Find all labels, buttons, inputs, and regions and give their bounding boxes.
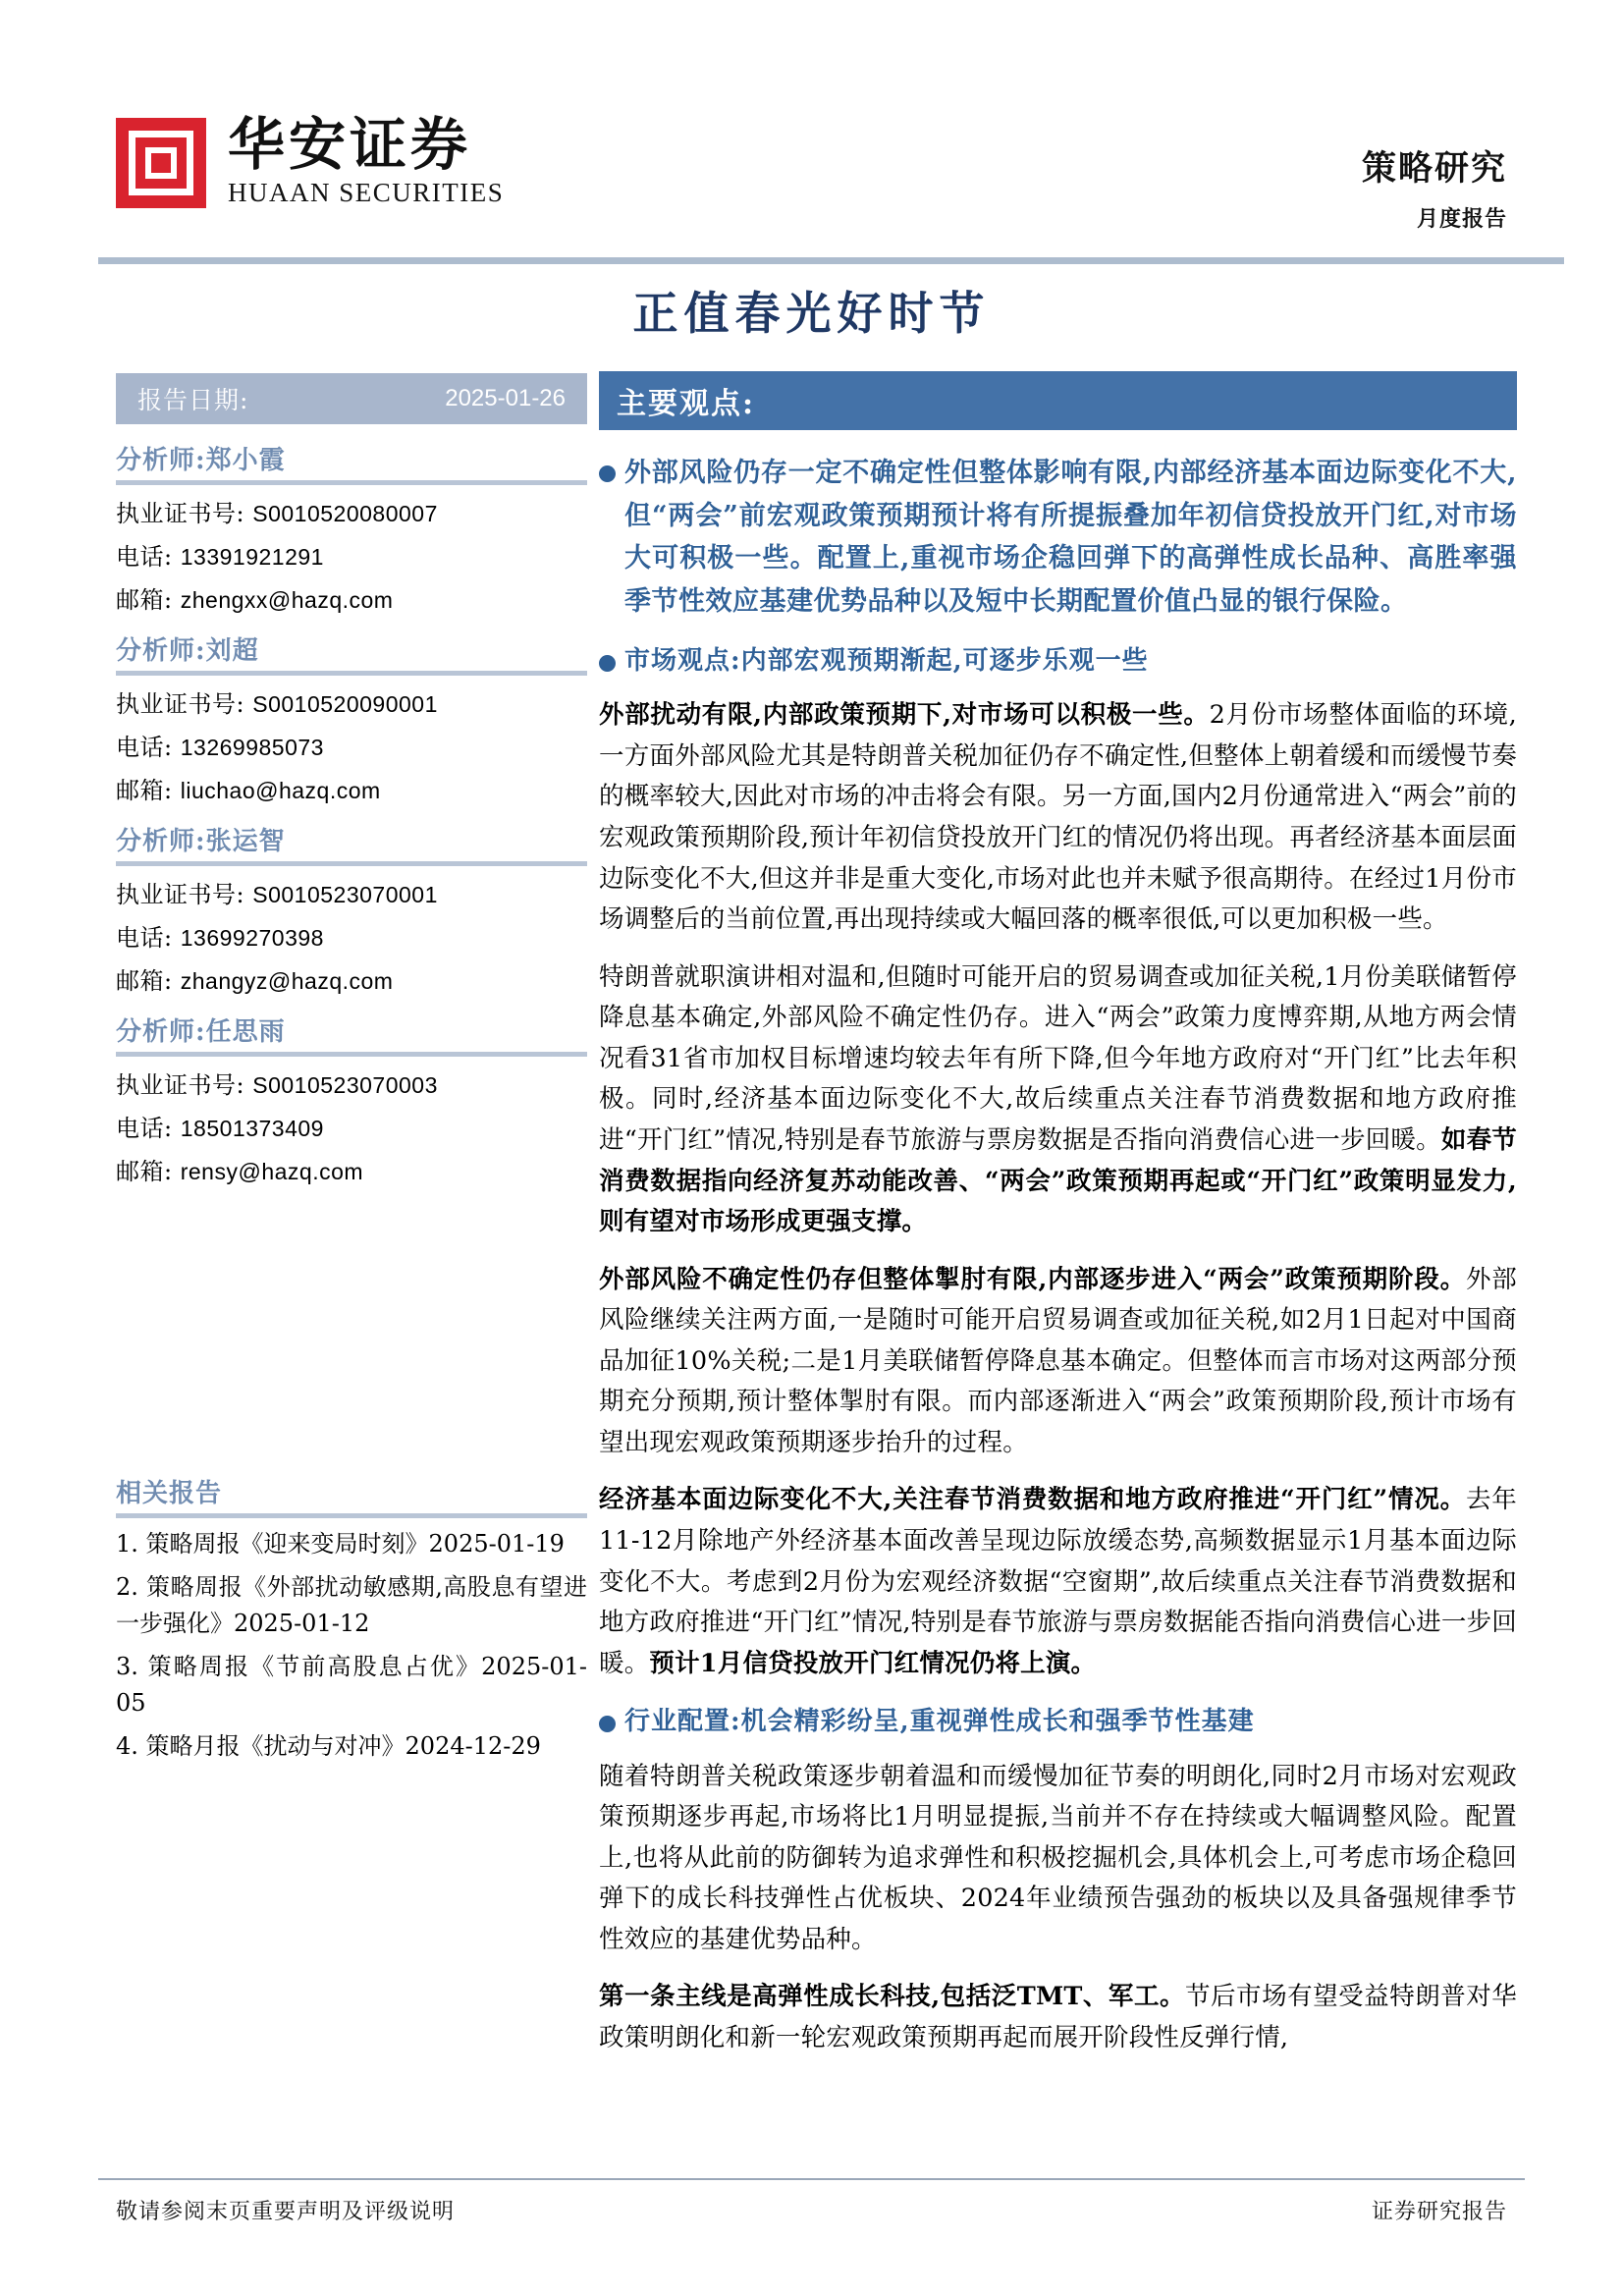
phone-value: 13269985073 (180, 735, 324, 760)
footer-disclaimer: 敬请参阅末页重要声明及评级说明 (116, 2200, 456, 2224)
paragraph (599, 1757, 1517, 1961)
paragraph-body: 特朗普就职演讲相对温和,但随时可能开启的贸易调查或加征关税,1月份美联储暂停降息基本确定,外部风险不确定性仍存。进入“两会”政策力度博弈期,从地方两会情况看31省市加权目标增速均较去年有所下降,但今年地方政府对“开门红”比去年积极。同时,经济基本面边际变化不大,故后续重点关注春节消费数据和地方政府推进“开门红”情况,特别是春节旅游与票房数据是否指向消费信心进一步回暖。 (599, 961, 1517, 1155)
analyst-name: 分析师:郑小霞 (116, 440, 587, 485)
section-heading-text: 行业配置:机会精彩纷呈,重视弹性成长和强季节性基建 (624, 1707, 1255, 1737)
phone-value: 18501373409 (180, 1116, 324, 1141)
cert-value: S0010520080007 (252, 501, 438, 526)
paragraph-body: 外部风险继续关注两方面,一是随时可能开启贸易调查或加征关税,如2月1日起对中国商品加征10%关税;二是1月美联储暂停降息基本确定。但整体而言市场对这两部分预期充分预期,预计整体掣肘有限。而内部逐渐进入“两会”政策预期阶段,预计市场有望出现宏观政策预期逐步抬升的过程。 (599, 1264, 1517, 1457)
paragraph-body: 去年11-12月除地产外经济基本面改善呈现边际放缓态势,高频数据显示1月基本面边际变化不大。考虑到2月份为宏观经济数据“空窗期”,故后续重点关注春节消费数据和地方政府推进“开门红”情况,特别是春节旅游与票房数据能否指向消费信心进一步回暖。 (599, 1485, 1517, 1678)
paragraph-lead-bold: 经济基本面边际变化不大,关注春节消费数据和地方政府推进“开门红”情况。 (599, 1485, 1466, 1515)
analyst-block (116, 440, 587, 615)
report-type-label: 月度报告 (1416, 205, 1507, 232)
analyst-block (116, 1011, 587, 1186)
email-label: 邮箱: (116, 967, 173, 995)
phone-label: 电话: (116, 543, 173, 571)
bullet-dot-icon (599, 1716, 616, 1732)
logo-chinese-name: 华安证券 (228, 111, 472, 178)
analyst-email (116, 580, 587, 615)
analyst-name: 分析师:任思雨 (116, 1011, 587, 1057)
page-footer (116, 2195, 1507, 2225)
paragraph-lead-bold: 外部扰动有限,内部政策预期下,对市场可以积极一些。 (599, 700, 1210, 731)
email-label: 邮箱: (116, 586, 173, 614)
paragraph-body: 2月份市场整体面临的环境,一方面外部风险尤其是特朗普关税加征仍存不确定性,但整体上朝着缓和而缓慢节奏的概率较大,因此对市场的冲击将会有限。另一方面,国内2月份通常进入“两会”前的宏观政策预期阶段,预计年初信贷投放开门红的情况仍将出现。再者经济基本面层面边际变化不大,但这并非是重大变化,市场对此也并未赋予很高期待。在经过1月份市场调整后的当前位置,再出现持续或大幅回落的概率很低,可以更加积极一些。 (599, 700, 1517, 935)
analyst-certificate (116, 494, 587, 528)
paragraph-tail-bold: 如春节消费数据指向经济复苏动能改善、“两会”政策预期再起或“开门红”政策明显发力,则有望对市场形成更强支撑。 (599, 1124, 1517, 1237)
analyst-certificate (116, 875, 587, 909)
related-reports (116, 1473, 587, 1765)
masthead (0, 0, 1623, 244)
company-logo (116, 111, 505, 208)
related-report-item[interactable]: 2. 策略周报《外部扰动敏感期,高股息有望进一步强化》2025-01-12 (116, 1573, 587, 1637)
related-report-item[interactable]: 4. 策略月报《扰动与对冲》2024-12-29 (116, 1732, 541, 1761)
section-heading-text: 市场观点:内部宏观预期渐起,可逐步乐观一些 (624, 645, 1149, 676)
main-content (599, 371, 1517, 2059)
paragraph (599, 695, 1517, 940)
report-date-label: 报告日期: (137, 386, 249, 414)
bullet-dot-icon (599, 465, 616, 482)
email-label: 邮箱: (116, 777, 173, 804)
analyst-email (116, 1152, 587, 1186)
phone-label: 电话: (116, 734, 173, 761)
paragraph-tail-bold: 预计1月信贷投放开门红情况仍将上演。 (649, 1648, 1097, 1678)
cert-value: S0010520090001 (252, 691, 438, 717)
report-date-value: 2025-01-26 (445, 385, 566, 411)
logo-english-name: HUAAN SECURITIES (228, 178, 505, 207)
email-value[interactable]: zhengxx@hazq.com (180, 587, 394, 613)
phone-label: 电话: (116, 1115, 173, 1142)
bullet-dot-icon (599, 655, 616, 672)
paragraph-lead-bold: 第一条主线是高弹性成长科技,包括泛TMT、军工。 (599, 1982, 1185, 2012)
footer-divider (98, 2178, 1525, 2180)
analyst-email (116, 771, 587, 805)
masthead-divider (98, 257, 1564, 264)
related-reports-title: 相关报告 (116, 1473, 587, 1518)
cert-value: S0010523070003 (252, 1072, 438, 1098)
section-heading-industry-allocation (599, 1704, 1517, 1739)
analyst-email (116, 961, 587, 996)
analyst-block (116, 821, 587, 996)
cert-label: 执业证书号: (116, 690, 245, 718)
paragraph-body: 节后市场有望受益特朗普对华政策明朗化和新一轮宏观政策预期再起而展开阶段性反弹行情, (599, 1982, 1517, 2053)
analyst-phone (116, 918, 587, 953)
phone-value: 13391921291 (180, 544, 324, 570)
paragraph-lead-bold: 外部风险不确定性仍存但整体掣肘有限,内部逐步进入“两会”政策预期阶段。 (599, 1264, 1466, 1294)
email-value[interactable]: rensy@hazq.com (180, 1159, 364, 1184)
main-points-title: 主要观点: (617, 387, 756, 421)
paragraph (599, 957, 1517, 1243)
footer-report-label: 证券研究报告 (1371, 2200, 1507, 2224)
paragraph (599, 1480, 1517, 1684)
analyst-phone (116, 728, 587, 762)
page-title: 正值春光好时节 (632, 287, 991, 340)
section-heading-market-view (599, 643, 1517, 679)
department-label: 策略研究 (1361, 148, 1507, 189)
paragraph (599, 1260, 1517, 1464)
analyst-phone (116, 537, 587, 572)
analyst-name: 分析师:张运智 (116, 821, 587, 866)
analyst-certificate (116, 684, 587, 719)
sidebar (116, 373, 587, 1765)
analyst-certificate (116, 1066, 587, 1100)
huaan-logo-icon (116, 118, 206, 208)
cert-label: 执业证书号: (116, 881, 245, 908)
cert-label: 执业证书号: (116, 1071, 245, 1099)
main-points-band (599, 371, 1517, 430)
related-report-item[interactable]: 3. 策略周报《节前高股息占优》2025-01-05 (116, 1653, 587, 1717)
phone-value: 13699270398 (180, 925, 324, 951)
analyst-name: 分析师:刘超 (116, 630, 587, 676)
cert-value: S0010523070001 (252, 882, 438, 907)
email-value[interactable]: liuchao@hazq.com (180, 778, 381, 803)
analyst-phone (116, 1109, 587, 1143)
report-date-bar (116, 373, 587, 424)
lead-paragraph: 外部风险仍存一定不确定性但整体影响有限,内部经济基本面边际变化不大,但“两会”前宏观政策预期预计将有所提振叠加年初信贷投放开门红,对市场大可积极一些。配置上,重视市场企稳回弹下的高弹性成长品种、高胜率强季节性效应基建优势品种以及短中长期配置价值凸显的银行保险。 (624, 458, 1517, 618)
logo-text (228, 111, 505, 208)
paragraph (599, 1977, 1517, 2058)
phone-label: 电话: (116, 924, 173, 952)
email-label: 邮箱: (116, 1158, 173, 1185)
paragraph-body: 随着特朗普关税政策逐步朝着温和而缓慢加征节奏的明朗化,同时2月市场对宏观政策预期逐步再起,市场将比1月明显提振,当前并不存在持续或大幅调整风险。配置上,也将从此前的防御转为追求弹性和积极挖掘机会,具体机会上,可考虑市场企稳回弹下的成长科技弹性占优板块、2024年业绩预告强劲的板块以及具备强规律季节性效应的基建优势品种。 (599, 1761, 1517, 1954)
cert-label: 执业证书号: (116, 500, 245, 527)
related-report-item[interactable]: 1. 策略周报《迎来变局时刻》2025-01-19 (116, 1530, 565, 1558)
email-value[interactable]: zhangyz@hazq.com (180, 968, 394, 994)
analyst-block (116, 630, 587, 805)
masthead-right (1362, 147, 1507, 233)
lead-bullet (599, 452, 1517, 624)
